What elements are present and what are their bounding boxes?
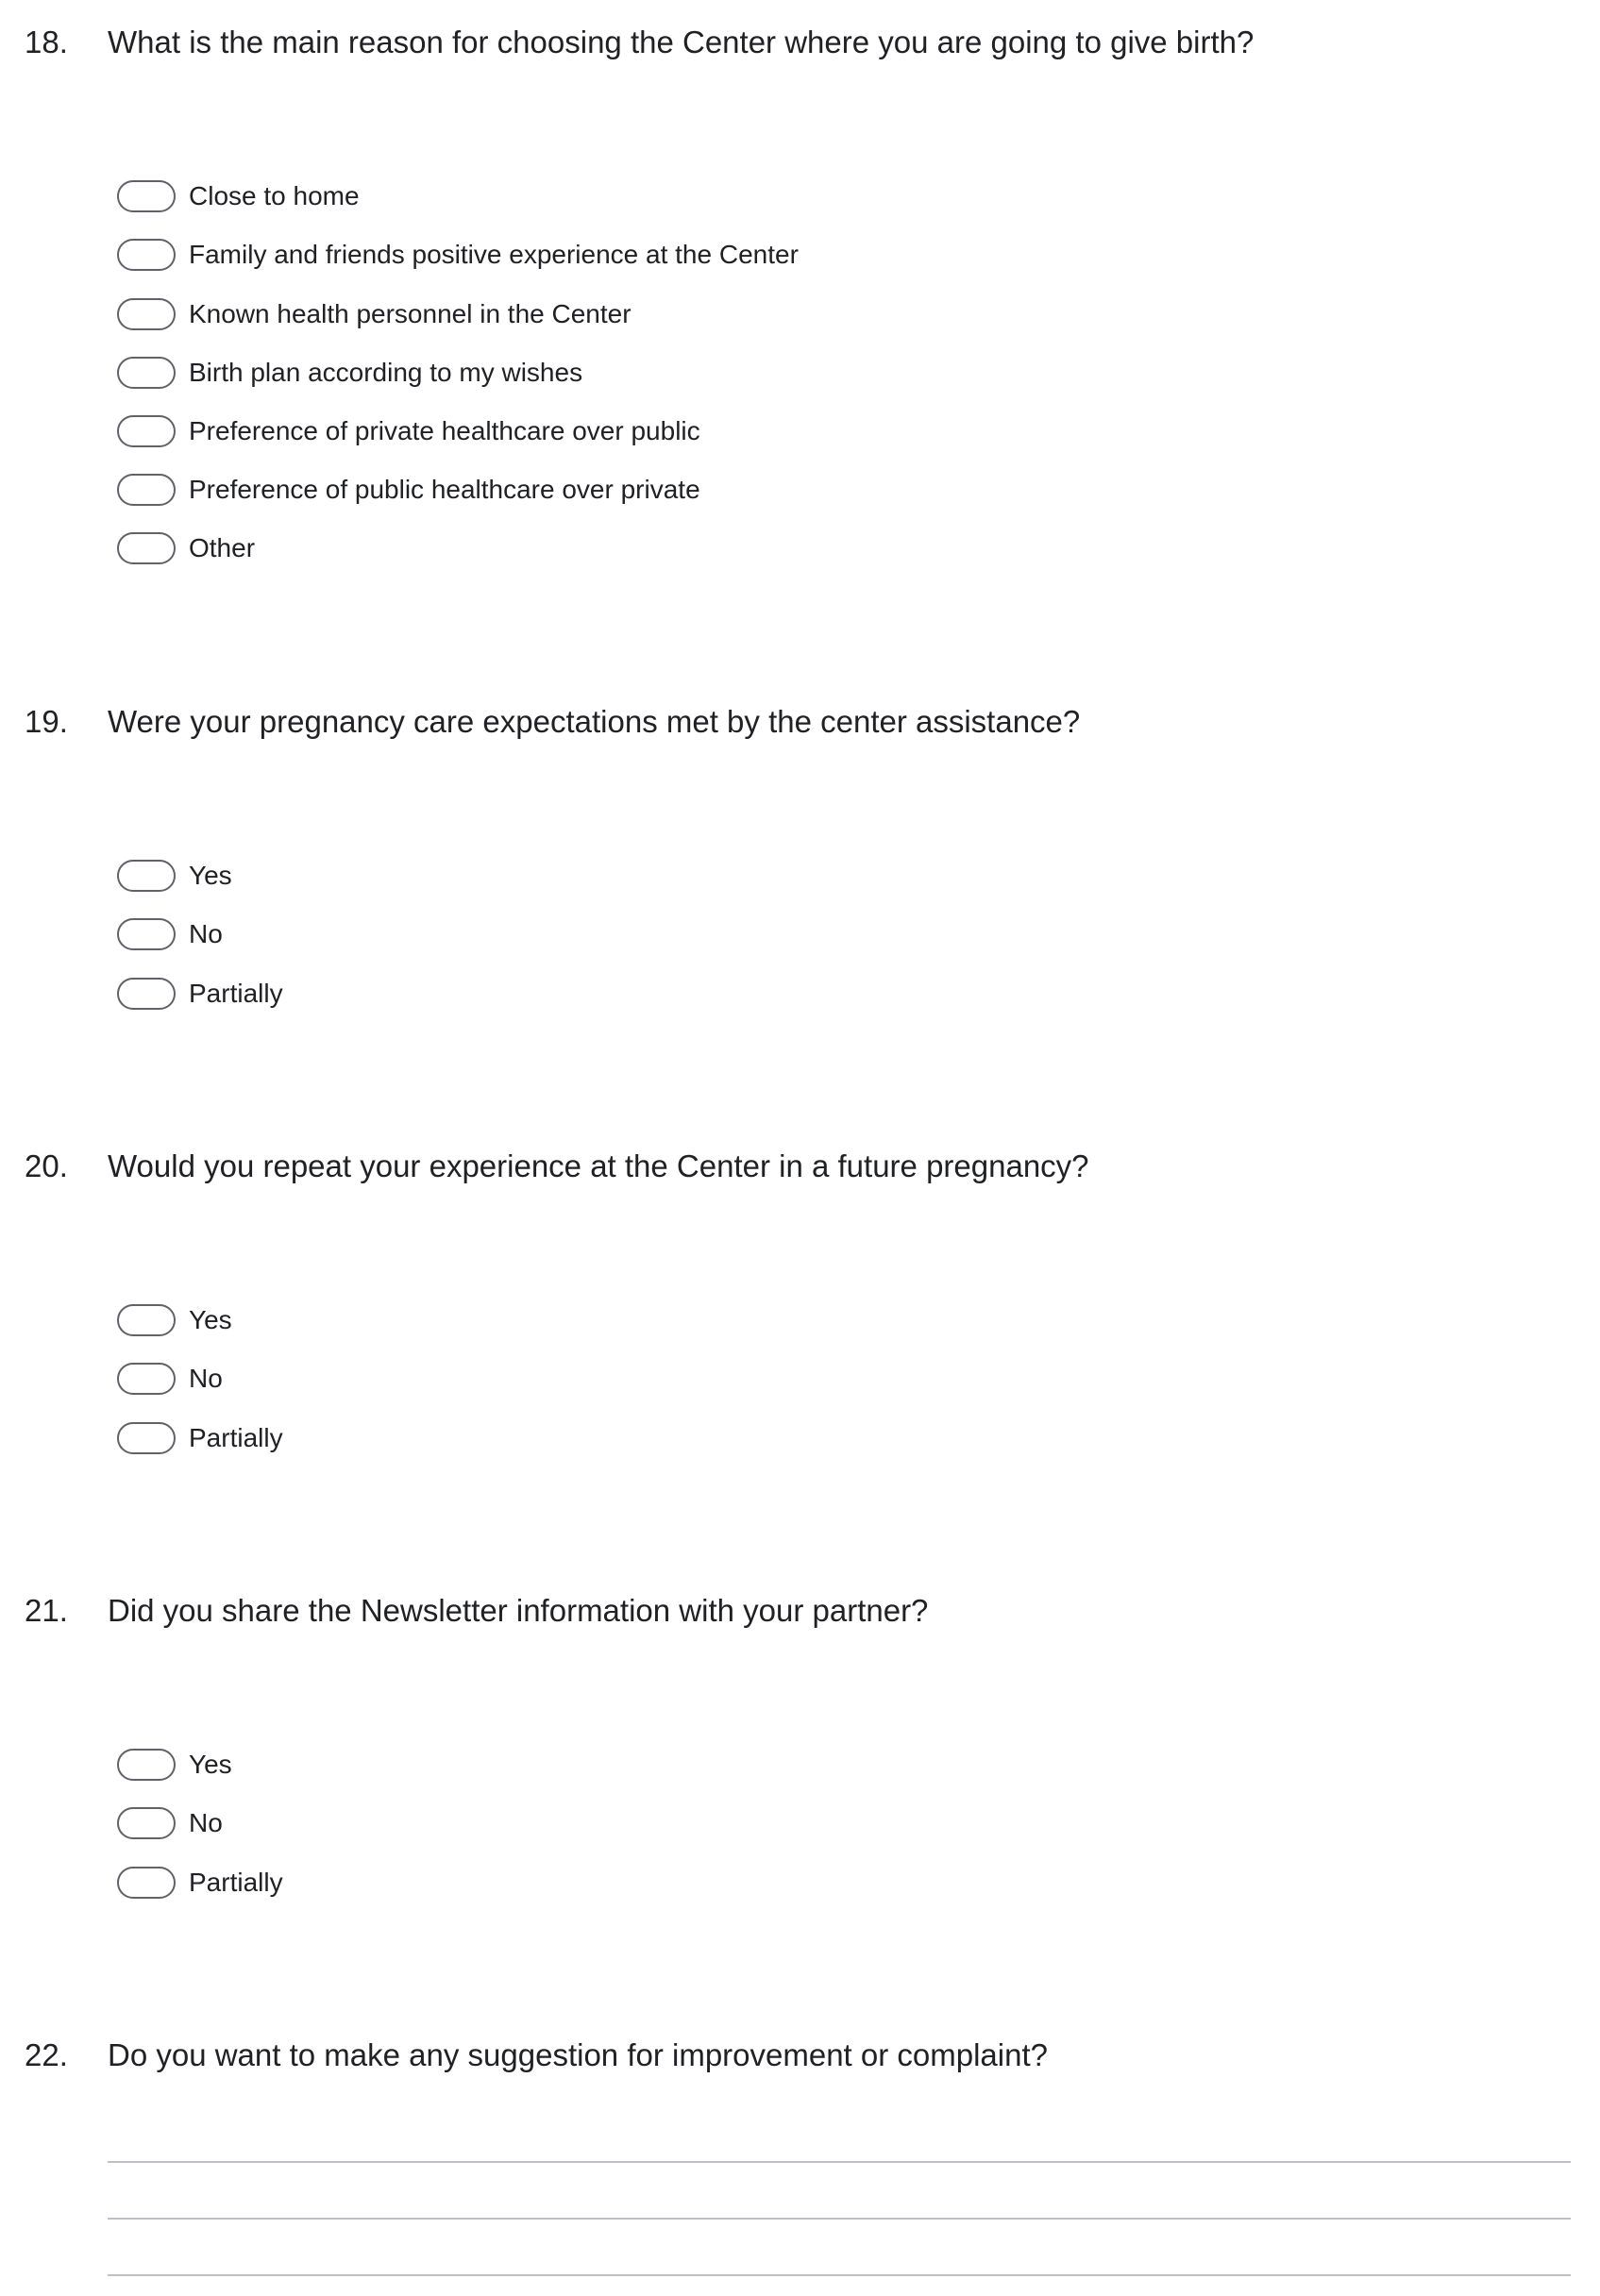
radio-option[interactable] xyxy=(0,466,1133,513)
question-number: 22. xyxy=(25,2037,68,2072)
radio-option[interactable] xyxy=(0,231,1133,278)
radio-label: Yes xyxy=(189,861,232,890)
radio-label: Partially xyxy=(189,1868,283,1897)
answer-line[interactable] xyxy=(108,2274,1571,2276)
radio-label: Partially xyxy=(189,1423,283,1452)
question-number: 21. xyxy=(25,1593,68,1628)
radio-label: Birth plan according to my wishes xyxy=(189,358,583,387)
radio-button[interactable] xyxy=(117,1867,176,1899)
question-header xyxy=(0,19,1600,66)
radio-option[interactable] xyxy=(0,1355,1133,1402)
radio-button[interactable] xyxy=(117,239,176,271)
radio-button[interactable] xyxy=(117,860,176,892)
radio-button[interactable] xyxy=(117,978,176,1010)
radio-option[interactable] xyxy=(0,1297,1133,1344)
radio-button[interactable] xyxy=(117,532,176,564)
radio-button[interactable] xyxy=(117,474,176,506)
radio-option[interactable] xyxy=(0,525,1133,572)
radio-button[interactable] xyxy=(117,1807,176,1839)
answer-line[interactable] xyxy=(108,2161,1571,2163)
radio-option[interactable] xyxy=(0,291,1133,338)
radio-label: No xyxy=(189,1808,223,1837)
question-text: Do you want to make any suggestion for improvement or complaint? xyxy=(108,2037,1048,2072)
radio-label: Other xyxy=(189,533,256,562)
radio-button[interactable] xyxy=(117,415,176,447)
radio-label: Preference of public healthcare over private xyxy=(189,475,700,504)
radio-label: Yes xyxy=(189,1305,232,1334)
question-number: 19. xyxy=(25,704,68,739)
radio-label: Close to home xyxy=(189,181,360,210)
radio-option[interactable] xyxy=(0,852,1133,899)
radio-button[interactable] xyxy=(117,1363,176,1395)
radio-button[interactable] xyxy=(117,357,176,389)
radio-option[interactable] xyxy=(0,1741,1133,1788)
question-text: Would you repeat your experience at the Center in a future pregnancy? xyxy=(108,1148,1089,1183)
radio-button[interactable] xyxy=(117,180,176,212)
question-text: Were your pregnancy care expectations met by the center assistance? xyxy=(108,704,1081,739)
question-text: What is the main reason for choosing the Center where you are going to give birth? xyxy=(108,25,1255,59)
radio-label: Partially xyxy=(189,979,283,1008)
radio-label: No xyxy=(189,1364,223,1393)
radio-option[interactable] xyxy=(0,970,1133,1017)
question-text: Did you share the Newsletter information with your partner? xyxy=(108,1593,929,1628)
question-header xyxy=(0,1587,1600,1634)
question-header xyxy=(0,2032,1600,2079)
radio-label: Known health personnel in the Center xyxy=(189,299,632,328)
answer-line[interactable] xyxy=(108,2218,1571,2220)
question-header xyxy=(0,1143,1600,1190)
question-number: 18. xyxy=(25,25,68,59)
question-header xyxy=(0,698,1600,746)
radio-button[interactable] xyxy=(117,1422,176,1454)
radio-option[interactable] xyxy=(0,1415,1133,1462)
radio-option[interactable] xyxy=(0,173,1133,220)
radio-label: Yes xyxy=(189,1750,232,1779)
radio-button[interactable] xyxy=(117,1749,176,1781)
question-number: 20. xyxy=(25,1148,68,1183)
radio-label: Family and friends positive experience at the Center xyxy=(189,240,799,269)
radio-option[interactable] xyxy=(0,1800,1133,1847)
radio-option[interactable] xyxy=(0,1859,1133,1906)
radio-option[interactable] xyxy=(0,349,1133,396)
radio-option[interactable] xyxy=(0,408,1133,455)
radio-button[interactable] xyxy=(117,298,176,330)
radio-label: No xyxy=(189,919,223,948)
radio-button[interactable] xyxy=(117,918,176,950)
radio-option[interactable] xyxy=(0,911,1133,958)
radio-label: Preference of private healthcare over public xyxy=(189,416,700,445)
radio-button[interactable] xyxy=(117,1304,176,1336)
